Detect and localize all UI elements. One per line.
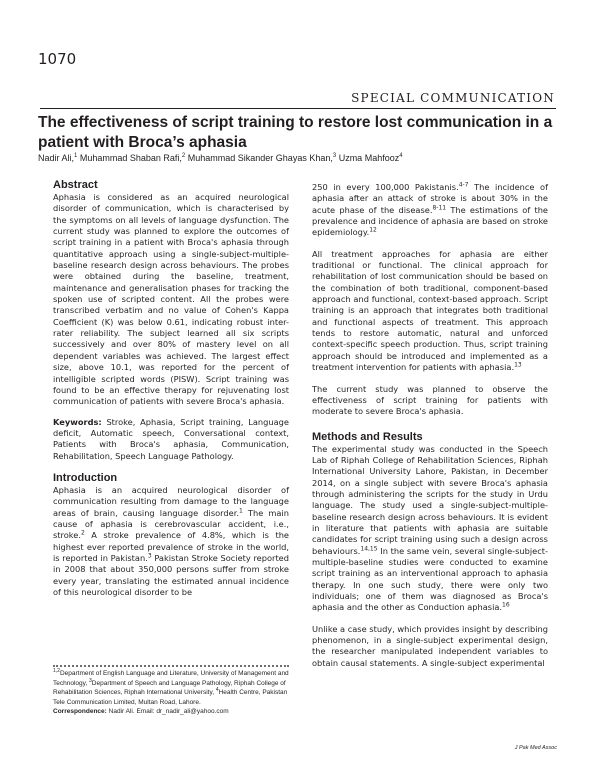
body-sentence: The experimental study was conducted in the Speech Lab of Riphah College of Rehabilitation Sciences, Riphah International University Lahore, Pakistan, in December 2014, on a single subject with severe Broca's aphasia through administering the scripts for the study in Urdu language. The study used a single-subject-multiple-baseline research design across behaviours. It is evident in literature that patients with aphasia are suitable candidates for script training using such a design across behaviours. (312, 443, 548, 556)
keywords-text: Stroke, Aphasia, Script training, Language deficit, Automatic speech, Conversational context, Patients with Broca's aphasia, Communication, Rehabilitation, Speech Language Pathology. (53, 416, 289, 461)
author-name: Muhammad Shaban Rafi, (77, 153, 182, 163)
correspondence-text: Nadir Ali. Email: dr_nadir_ali@yahoo.com (106, 708, 229, 716)
author-name: Muhammad Sikander Ghayas Khan, (185, 153, 333, 163)
citation: 8-11 (432, 203, 447, 211)
citation: 12 (369, 226, 377, 234)
abstract-heading: Abstract (53, 179, 98, 191)
author-list (38, 152, 558, 164)
citation: 16 (502, 601, 510, 609)
citation: 13 (514, 361, 522, 369)
article-title: The effectiveness of script training to restore lost communication in a patient with Broca’s aphasia (38, 114, 553, 151)
body-sentence: The incidence of aphasia after an attack of stroke is about 30% in the acute phase of the disease. (312, 182, 548, 215)
author-affiliation: 1 (74, 153, 78, 159)
design-paragraph: Unlike a case study, which provides insight by describing phenomenon, in a single-subject experimental design, the researcher manipulated independent variables to obtain causal statements. A single-subject experimental (312, 623, 548, 668)
keywords (53, 417, 289, 462)
journal-footer: J Pak Med Assoc (514, 745, 557, 751)
footnote-number: 4 (215, 687, 219, 694)
body-sentence: All treatment approaches for aphasia are either traditional or functional. The clinical approach for rehabilitation of lost communication should be based on the combination of both traditional, component-based approach and functional, context-based approach. Script training is an approach that integrates both traditional and functional aspects of treatment. This approach tends to restore automatic, natural and unforced context-specific speech production. Thus, script training approach should be introduced and implemented as a treatment intervention for patients with aphasia. (312, 248, 548, 373)
affiliation-text: Health Centre, Pakistan Tele Communication Limited, Multan Road, Lahore. (53, 689, 288, 706)
intro-sentence: The main cause of aphasia is cerebrovascular accident, i.e., stroke. (53, 507, 289, 541)
section-label: SPECIAL COMMUNICATION (351, 91, 555, 105)
methods-paragraph (312, 444, 548, 614)
footnote-number: 3 (89, 677, 92, 684)
left-column (53, 178, 289, 598)
affiliation-text: Department of English Language and Literature, University of Management and Technology, (53, 670, 289, 687)
citation: 2 (80, 529, 85, 537)
citation: 3 (147, 552, 152, 560)
affiliation-text: Department of Speech and Language Pathology, Riphah College of Rehabilitation Sciences, Riphah International University, (53, 679, 286, 697)
citation: 1 (239, 506, 243, 514)
citation: 14,15 (360, 544, 378, 552)
intro-continuation (312, 182, 548, 239)
body-sentence: In the same vein, several single-subject-multiple-baseline studies were conducted to examine script training as an interventional approach to aphasia therapy. In one such study, there were only two individuals; one of them was diagnosed as Broca's aphasia and the other as Conduction aphasia. (312, 545, 548, 613)
citation: 4-7 (458, 181, 469, 189)
affiliation-footnote (53, 669, 289, 717)
aim-paragraph: The current study was planned to observe the effectiveness of script training for patients with moderate to severe Broca's aphasia. (312, 383, 548, 417)
author-affiliation: 2 (181, 153, 186, 159)
introduction-heading: Introduction (53, 471, 118, 484)
page-number: 1070 (38, 50, 77, 68)
body-sentence: 250 in every 100,000 Pakistanis. (312, 182, 459, 192)
intro-sentence: Aphasia is an acquired neurological disorder of communication resulting from damage to the language areas of brain, causing language disorder. (53, 484, 289, 518)
header-rule (40, 108, 556, 109)
author-name: Nadir Ali, (38, 153, 75, 163)
body-sentence: The estimations of the prevalence and incidence of aphasia are based on stroke epidemiology. (312, 204, 549, 238)
author-affiliation: 4 (399, 153, 403, 159)
correspondence-label: Correspondence: (53, 708, 107, 716)
introduction-text (53, 485, 289, 598)
abstract-text: Aphasia is considered as an acquired neurological disorder of communication, which is characterised by the symptoms on all levels of language dysfunction. The current study was planned to explore the outcomes of script training in a patient with Broca's aphasia through quantitative approach using a single-subject-multiple-baseline research design across behaviours. The probes were obtained during the baseline, treatment, maintenance and generalisation phases for tracking the spoken use of scripted content. All the probes were transcribed verbatim and no value of Cohen's Kappa Coefficient (K) was below 0.61, indicating robust inter-rater reliability. The subject learned all six scripts successively and over 80% of mastery level on all dependent variables was achieved. The largest effect size, above 10.1, was reported for the percent of intelligible scripted words (PISW). Script training was found to be an effective therapy for rejuvenating lost communication of patients with severe Broca's aphasia. (53, 192, 289, 407)
author-affiliation: 3 (332, 153, 337, 159)
intro-sentence: A stroke prevalence of 4.8%, which is the highest ever reported prevalence of stroke in the world, is reported in Pakistan. (53, 530, 289, 563)
footnote-number: 1,2 (53, 667, 60, 674)
footnote-separator (53, 665, 289, 667)
keywords-label: Keywords: (53, 416, 102, 427)
treatment-paragraph (312, 249, 548, 374)
right-column (312, 182, 548, 669)
intro-sentence: Pakistan Stroke Society reported in 2008 that about 350,000 persons suffer from stroke every year, translating the estimated annual incidence of this neurological disorder to be (53, 552, 289, 597)
author-name: Uzma Mahfooz (336, 153, 400, 163)
methods-heading: Methods and Results (312, 430, 423, 443)
